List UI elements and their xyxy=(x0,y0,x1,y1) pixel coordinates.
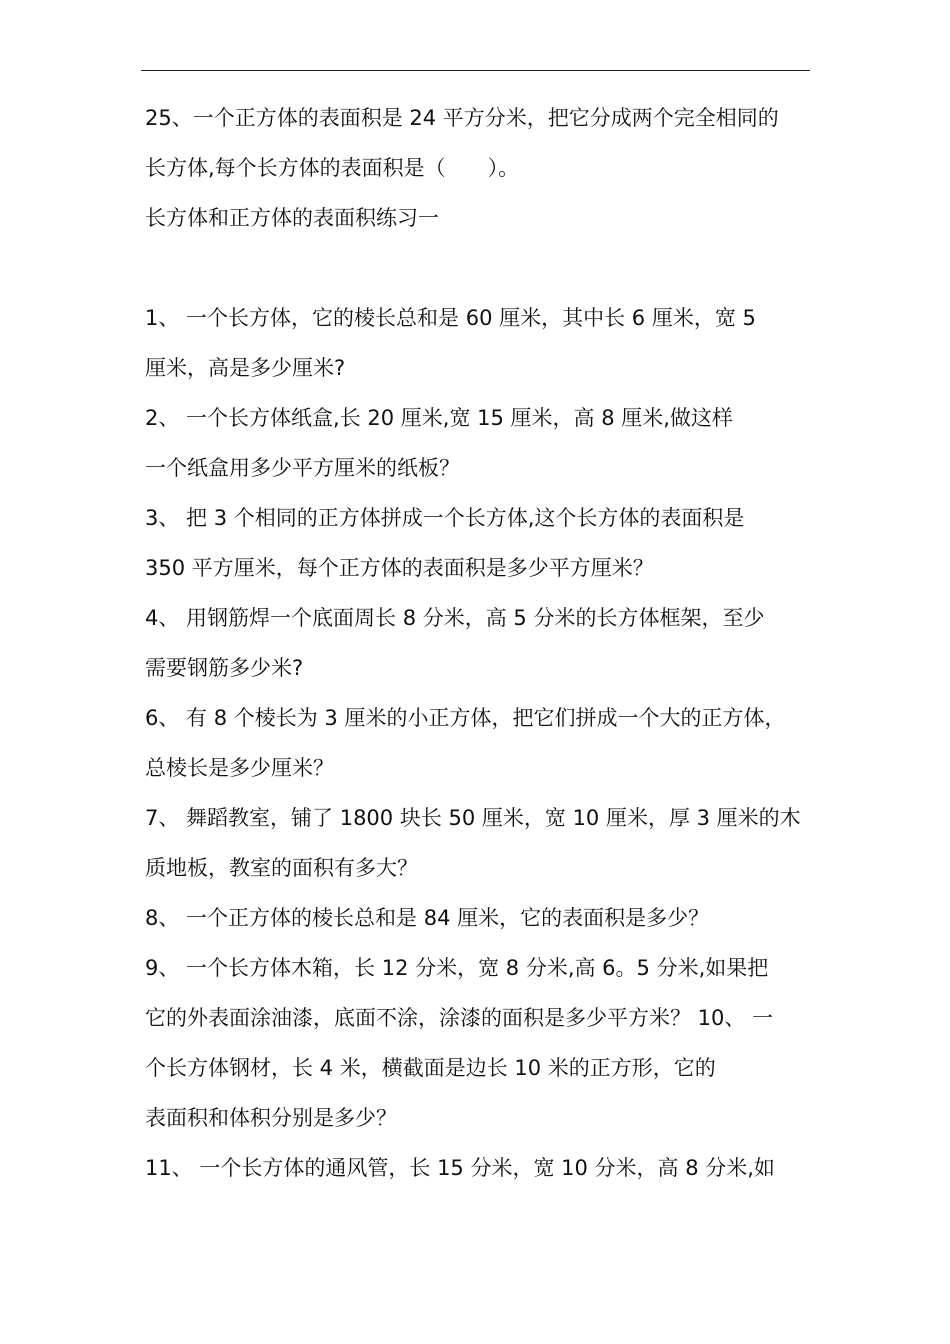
q4-line-2: 需要钢筋多少米? xyxy=(145,656,304,680)
q1-line-2: 厘米，高是多少厘米? xyxy=(145,356,346,380)
q7-line-2: 质地板，教室的面积有多大？ xyxy=(145,856,418,880)
q9-line-1: 9、 一个长方体木箱，长 12 分米，宽 8 分米,高 6。5 分米,如果把 xyxy=(145,956,769,980)
q6-line-2: 总棱长是多少厘米？ xyxy=(145,756,334,780)
q11-line-1: 11、 一个长方体的通风管，长 15 分米，宽 10 分米，高 8 分米,如 xyxy=(145,1156,775,1180)
q9-line-2: 它的外表面涂油漆，底面不涂，涂漆的面积是多少平方米？ 10、 一 xyxy=(145,1006,774,1030)
q1-line-1: 1、 一个长方体，它的棱长总和是 60 厘米，其中长 6 厘米，宽 5 xyxy=(145,306,756,330)
section-title: 长方体和正方体的表面积练习一 xyxy=(145,206,439,230)
q4-line-1: 4、 用钢筋焊一个底面周长 8 分米，高 5 分米的长方体框架，至少 xyxy=(145,606,765,630)
q25-line-2: 长方体,每个长方体的表面积是（ ）。 xyxy=(145,156,520,180)
q2-line-1: 2、 一个长方体纸盒,长 20 厘米,宽 15 厘米，高 8 厘米,做这样 xyxy=(145,406,733,430)
q8-line-1: 8、 一个正方体的棱长总和是 84 厘米，它的表面积是多少？ xyxy=(145,906,710,930)
q7-line-1: 7、 舞蹈教室，铺了 1800 块长 50 厘米，宽 10 厘米，厚 3 厘米的木 xyxy=(145,806,801,830)
q3-line-2: 350 平方厘米，每个正方体的表面积是多少平方厘米？ xyxy=(145,556,654,580)
q10-line-1: 个长方体钢材，长 4 米，横截面是边长 10 米的正方形，它的 xyxy=(145,1056,716,1080)
q10-line-2: 表面积和体积分别是多少？ xyxy=(145,1106,397,1130)
header-rule xyxy=(141,70,810,71)
q6-line-1: 6、 有 8 个棱长为 3 厘米的小正方体，把它们拼成一个大的正方体， xyxy=(145,706,786,730)
q25-line-1: 25、一个正方体的表面积是 24 平方分米，把它分成两个完全相同的 xyxy=(145,106,779,130)
q2-line-2: 一个纸盒用多少平方厘米的纸板？ xyxy=(145,456,460,480)
q3-line-1: 3、 把 3 个相同的正方体拼成一个长方体,这个长方体的表面积是 xyxy=(145,506,745,530)
